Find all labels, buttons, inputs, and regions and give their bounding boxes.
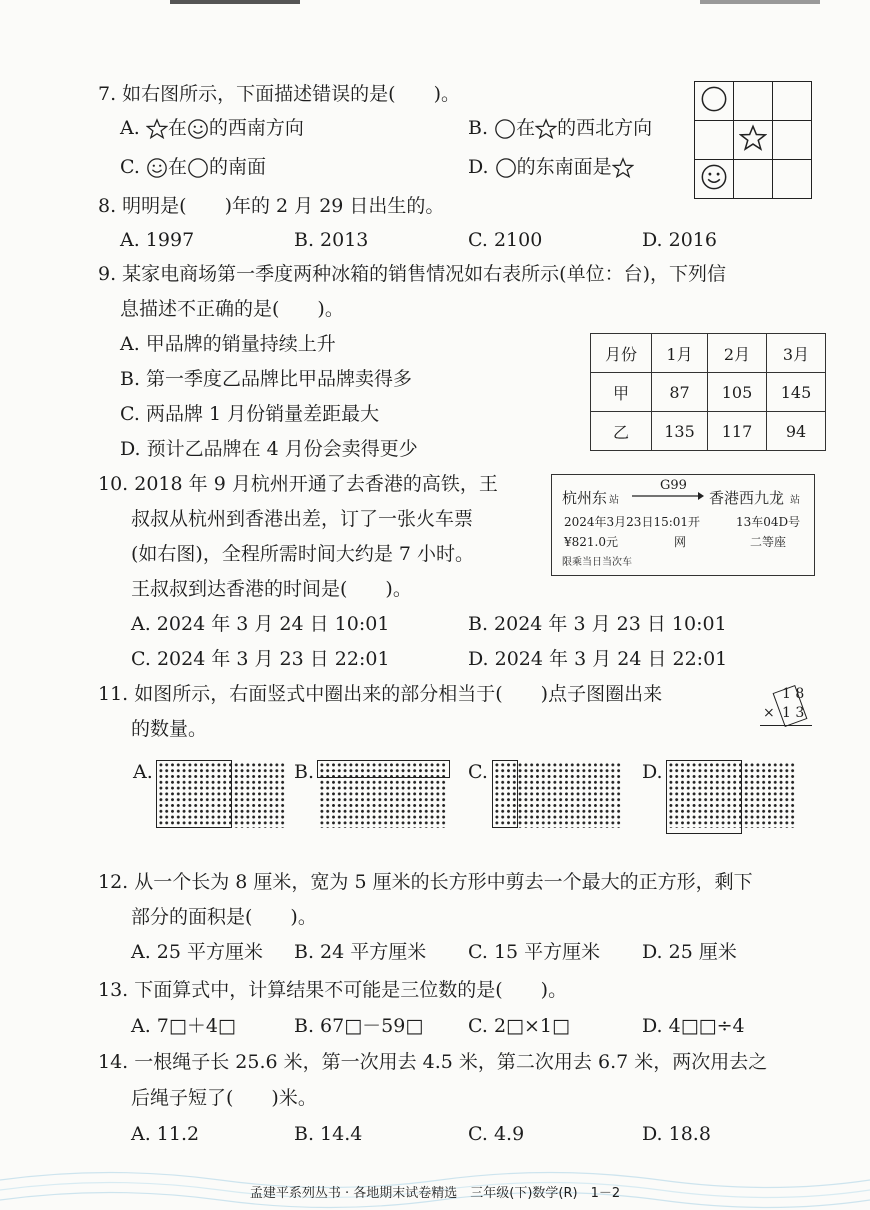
highlight-box-d: [666, 760, 742, 834]
q11-option-b-label: B.: [294, 761, 315, 783]
q12-option-a: A. 25 平方厘米: [131, 941, 264, 963]
table-header-cell: 1月: [652, 334, 708, 373]
q10-option-a: A. 2024 年 3 月 24 日 10:01: [131, 613, 390, 635]
grid-cell: [734, 82, 773, 121]
q8-option-d: D. 2016: [642, 229, 717, 251]
highlight-box-a: [156, 760, 232, 828]
q13-option-a: A. 7□＋4□: [131, 1015, 236, 1037]
grid-cell: [773, 160, 812, 199]
grid-cell: [773, 82, 812, 121]
q7-option-d: D. 的东南面是: [468, 155, 634, 179]
q14-option-c: C. 4.9: [468, 1123, 525, 1145]
smiley-icon: [146, 157, 168, 179]
ticket-seat: 13车04D号: [736, 515, 801, 529]
ticket-price: ¥821.0元: [564, 535, 618, 549]
q12-option-b: B. 24 平方厘米: [294, 941, 427, 963]
table-cell: 乙: [591, 412, 652, 451]
q10-stem-line3: (如右图)，全程所需时间大约是 7 小时。: [131, 543, 474, 565]
highlight-box-b: [317, 760, 450, 778]
grid-cell: [695, 160, 734, 199]
table-header-row: [591, 334, 826, 373]
table-cell: 135: [652, 412, 708, 451]
q8-option-a: A. 1997: [120, 229, 195, 251]
circle-icon: [494, 118, 516, 140]
q14-option-d: D. 18.8: [642, 1123, 711, 1145]
q7-stem: 7. 如右图所示，下面描述错误的是( )。: [98, 83, 460, 105]
product-line: [760, 725, 812, 726]
train-ticket: [551, 474, 815, 576]
arrow-right-icon: [632, 491, 704, 501]
grid-cell: [695, 121, 734, 160]
q13-stem: 13. 下面算式中，计算结果不可能是三位数的是( )。: [98, 979, 568, 1001]
vertical-multiplication: [760, 684, 812, 730]
q12-stem-line1: 12. 从一个长为 8 厘米，宽为 5 厘米的长方形中剪去一个最大的正方形，剩下: [98, 871, 753, 893]
ticket-to-suffix: 站: [790, 495, 800, 506]
top-edge-mark: [700, 0, 820, 4]
q9-sales-table: [590, 333, 826, 451]
ticket-note: 限乘当日当次车: [562, 557, 632, 568]
page-footer: 孟建平系列丛书 · 各地期末试卷精选 三年级(下)数学(R) 1－2: [249, 1186, 621, 1201]
q9-option-d: D. 预计乙品牌在 4 月份会卖得更少: [120, 438, 418, 460]
q7-option-c: C. 在 的南面: [120, 156, 266, 178]
table-header-cell: 2月: [708, 334, 767, 373]
star-icon: [535, 118, 557, 140]
q13-option-d: D. 4□□÷4: [642, 1015, 745, 1037]
star-icon: [739, 124, 767, 152]
q12-stem-line2: 部分的面积是( )。: [131, 906, 317, 928]
wave-decoration: [0, 1150, 870, 1210]
q10-option-d: D. 2024 年 3 月 24 日 22:01: [468, 648, 728, 670]
times-sign: ×: [763, 705, 775, 721]
q13-option-c: C. 2□×1□: [468, 1015, 570, 1037]
q7-option-b: B. 在 的西北方向: [468, 117, 653, 139]
q8-option-b: B. 2013: [294, 229, 369, 251]
circle-icon: [187, 157, 209, 179]
ticket-channel: 网: [674, 535, 687, 549]
top-edge-mark: [170, 0, 300, 4]
table-header-cell: 月份: [591, 334, 652, 373]
grid-cell: [695, 82, 734, 121]
grid-cell: [734, 160, 773, 199]
q10-stem-line1: 10. 2018 年 9 月杭州开通了去香港的高铁，王: [98, 473, 498, 495]
star-icon: [612, 157, 634, 179]
star-icon: [146, 118, 168, 140]
q9-option-b: B. 第一季度乙品牌比甲品牌卖得多: [120, 368, 413, 390]
grid-cell: [773, 121, 812, 160]
ticket-class: 二等座: [750, 535, 787, 549]
q13-option-b: B. 67□－59□: [294, 1015, 424, 1037]
circle-icon: [700, 85, 728, 113]
q14-stem-line2: 后绳子短了( )米。: [131, 1087, 317, 1109]
q11-option-c-label: C.: [468, 761, 488, 783]
q10-stem-line2: 叔叔从杭州到香港出差，订了一张火车票: [131, 508, 474, 530]
q9-option-c: C. 两品牌 1 月份销量差距最大: [120, 403, 380, 425]
table-row: [591, 412, 826, 451]
q9-stem-line1: 9. 某家电商场第一季度两种冰箱的销售情况如右表所示(单位：台)，下列信: [98, 263, 726, 285]
q12-option-d: D. 25 厘米: [642, 941, 737, 963]
q7-position-grid: [694, 81, 812, 199]
highlight-box-c: [492, 760, 518, 828]
q10-option-b: B. 2024 年 3 月 23 日 10:01: [468, 613, 727, 635]
ticket-to: 香港西九龙: [709, 489, 785, 507]
q9-option-a: A. 甲品牌的销量持续上升: [120, 333, 336, 355]
table-cell: 94: [767, 412, 826, 451]
table-cell: 117: [708, 412, 767, 451]
ticket-train-number: G99: [660, 478, 687, 493]
table-cell: 105: [708, 373, 767, 412]
circle-icon: [495, 157, 517, 179]
q14-stem-line1: 14. 一根绳子长 25.6 米，第一次用去 4.5 米，第二次用去 6.7 米，两次用去之: [98, 1051, 768, 1073]
q10-option-c: C. 2024 年 3 月 23 日 22:01: [131, 648, 390, 670]
smiley-icon: [187, 118, 209, 140]
multiplicand: 1 8: [782, 686, 805, 702]
q11-option-a-label: A.: [133, 761, 153, 783]
table-row: [591, 373, 826, 412]
q8-stem: 8. 明明是( )年的 2 月 29 日出生的。: [98, 195, 445, 217]
smiley-icon: [700, 163, 728, 191]
ticket-from-suffix: 站: [609, 495, 619, 506]
ticket-datetime: 2024年3月23日15:01开: [564, 515, 701, 529]
table-cell: 甲: [591, 373, 652, 412]
q11-option-d-label: D.: [642, 761, 663, 783]
ticket-from: 杭州东: [562, 489, 608, 507]
q14-option-b: B. 14.4: [294, 1123, 363, 1145]
q8-option-c: C. 2100: [468, 229, 543, 251]
table-cell: 145: [767, 373, 826, 412]
q10-stem-line4: 王叔叔到达香港的时间是( )。: [131, 578, 412, 600]
q14-option-a: A. 11.2: [131, 1123, 200, 1145]
table-cell: 87: [652, 373, 708, 412]
q7-option-a: A. 在 的西南方向: [120, 117, 304, 139]
q9-stem-line2: 息描述不正确的是( )。: [120, 298, 344, 320]
q12-option-c: C. 15 平方厘米: [468, 941, 601, 963]
q11-stem-line1: 11. 如图所示，右面竖式中圈出来的部分相当于( )点子图圈出来: [98, 683, 663, 705]
multiplier: 1 3: [782, 705, 805, 721]
grid-cell: [734, 121, 773, 160]
table-header-cell: 3月: [767, 334, 826, 373]
q11-stem-line2: 的数量。: [131, 718, 208, 740]
